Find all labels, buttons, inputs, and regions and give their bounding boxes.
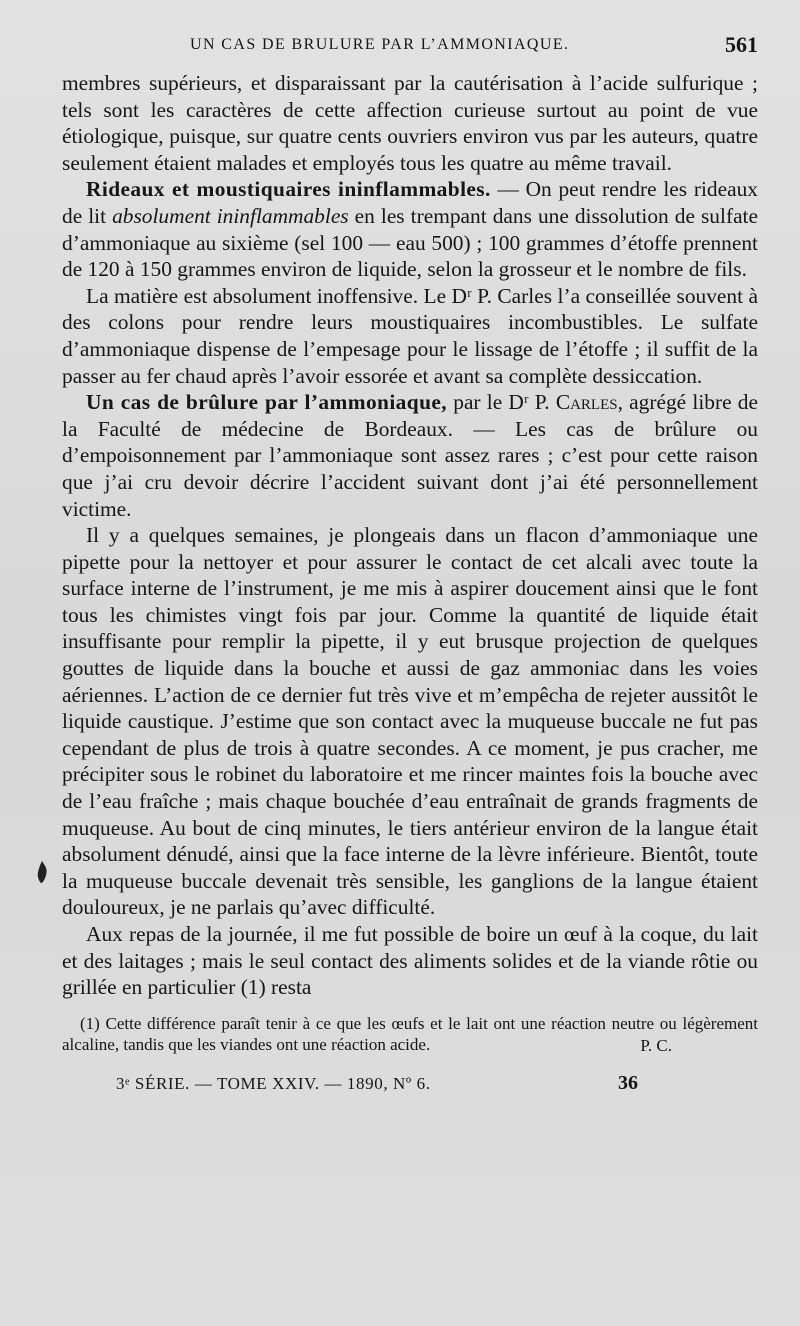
paragraph-pipette: Il y a quelques semaines, je plongeais dans un flacon d’ammoniaque une pipette pour la nettoyer et pour assurer le contact de cet alcali avec toute la surface interne de l’instrument, je me mis à aspirer doucement ainsi que le font tous les chimistes vingt fois par jour. Comme la quantité de liquide était insuffisante pour remplir la pipette, il y eut brusque projection de quelques gouttes de liquide dans la bouche et aussi de gaz ammoniac dans les voies aériennes. L’action de ce dernier fut très vive et m’empêcha de rejeter aussitôt le liquide caustique. J’estime que son contact avec la muqueuse buccale ne fut pas cependant de plus de trois à quatre secondes. A ce moment, je pus cracher, me précipiter sous le robinet du laboratoire et me rincer maintes fois la bouche avec de l’eau fraîche ; mais chaque bouchée d’eau entraînait de grands fragments de muqueuse. Au bout de cinq minutes, le tiers antérieur environ de la langue était absolument dénudé, ainsi que la face interne de la lèvre inférieure. Bientôt, toute la muqueuse buccale devenait très sensible, les ganglions de la langue étaient douloureux, je ne parlais qu’avec difficulté. [62, 523, 758, 920]
page-footer [62, 1071, 758, 1100]
section-heading-rideaux: Rideaux et moustiquaires ininflammables. [86, 177, 491, 202]
footnote-text: (1) Cette différence paraît tenir à ce que les œufs et le lait ont une réaction neutre ou légèrement alcaline, tandis que les viandes ont une réaction acide. [62, 1013, 758, 1054]
footnote [62, 1013, 758, 1056]
paragraph-text: par le Dʳ P. [447, 390, 556, 415]
paragraph-rideaux [62, 176, 758, 282]
page-number: 561 [725, 32, 758, 57]
page-header [62, 32, 758, 70]
series-info: 3ᵉ SÉRIE. — TOME XXIV. — 1890, Nº 6. [116, 1073, 431, 1093]
paragraph-text: , agrégé libre de la Faculté de médecine de Bordeaux. — Les cas de brûlure ou d’empoisonnement par l’ammoniaque sont assez rares ; c’est pour cette raison que j’ai cru devoir décrire l’accident suivant dont j’ai été personnellement victime. [62, 390, 758, 521]
footnote-signature: P. C. [640, 1035, 672, 1055]
emphasis-text: absolument ininflammables [112, 203, 349, 228]
running-title: UN CAS DE BRULURE PAR L’AMMONIAQUE. [190, 36, 570, 53]
paragraph-text: — On peut rendre les rideaux de lit [62, 177, 758, 228]
paragraph-repas: Aux repas de la journée, il me fut possible de boire un œuf à la coque, du lait et des laitages ; mais le seul contact des aliments solides et de la viande rôtie ou grillée en particulier (1) resta [62, 922, 758, 1000]
paragraph-brulure [62, 389, 758, 522]
section-heading-brulure: Un cas de brûlure par l’ammoniaque, [86, 390, 448, 415]
paragraph-text: en les trempant dans une dissolution de sulfate d’ammoniaque au sixième (sel 100 — eau 500) ; 100 grammes d’étoffe prennent de 120 à 150 grammes environ de liquide, selon la grosseur et le nombre de fils. [62, 203, 758, 282]
paragraph-continuation: membres supérieurs, et disparaissant par la cautérisation à l’acide sulfurique ; tels sont les caractères de cette affection curieuse surtout au point de vue étiologique, puisque, sur quatre cents ouvriers environ vus par les auteurs, quatre seulement étaient malades et employés tous les quatre au même travail. [62, 71, 758, 175]
signature-mark: 36 [618, 1071, 638, 1094]
paragraph-matiere: La matière est absolument inoffensive. Le Dʳ P. Carles l’a conseillée souvent à des colons pour rendre leurs moustiquaires incombustibles. Le sulfate d’ammoniaque dispense de l’empesage pour le lissage de l’étoffe ; il suffit de la passer au fer chaud après l’avoir essorée et avant sa complète dessiccation. [62, 283, 758, 388]
ink-blot-icon [34, 860, 50, 884]
author-name: Carles [555, 390, 618, 415]
body-text [62, 70, 758, 1001]
